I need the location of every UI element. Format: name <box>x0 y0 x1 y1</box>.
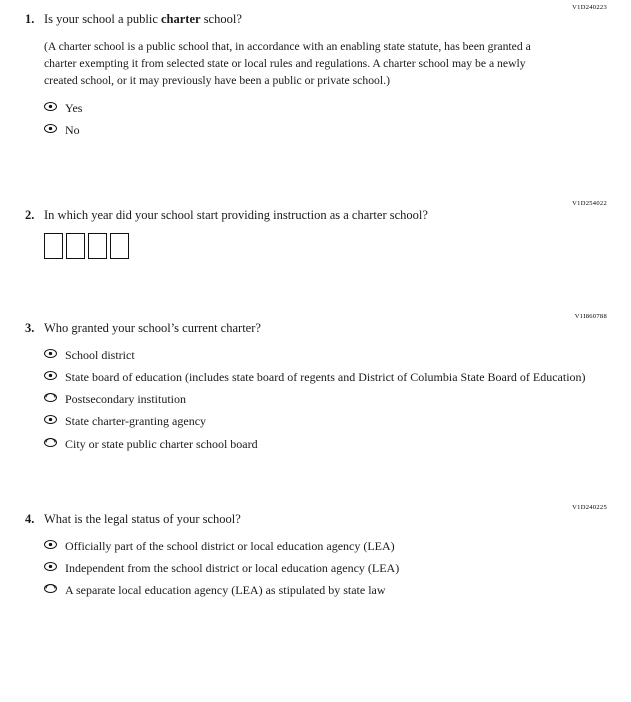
open-bubble-icon[interactable] <box>44 124 57 133</box>
question-4-options <box>44 538 609 599</box>
option-yes-label: Yes <box>65 100 83 115</box>
open-bubble-icon[interactable] <box>44 371 57 380</box>
option-city-or-state-public-charter-school-board[interactable] <box>44 436 609 452</box>
question-text-1-emphasis: charter <box>161 12 201 26</box>
closed-bubble-icon[interactable] <box>44 584 57 593</box>
question-row-2 <box>22 207 609 224</box>
question-text-4: What is the legal status of your school? <box>44 511 241 526</box>
question-number-1: 1. <box>25 12 35 26</box>
open-bubble-icon[interactable] <box>44 562 57 571</box>
year-digit-box-2[interactable] <box>66 233 85 259</box>
question-block-2 <box>22 200 609 259</box>
question-text-1-part-a: Is your school a public <box>44 12 161 26</box>
option-officially-part-of-district-label: Officially part of the school district or local education agency (LEA) <box>65 538 395 553</box>
option-state-charter-granting-agency-label: State charter-granting agency <box>65 414 207 429</box>
question-number-4: 4. <box>25 511 35 526</box>
question-text-2: In which year did your school start providing instruction as a charter school? <box>44 208 428 223</box>
option-no[interactable] <box>44 122 609 138</box>
variable-id-3: V1I860788 <box>574 313 607 321</box>
question-number-2: 2. <box>25 208 35 223</box>
year-entry-field[interactable] <box>44 233 609 259</box>
year-digit-box-3[interactable] <box>88 233 107 259</box>
question-row-3 <box>22 320 609 337</box>
question-1-definition: (A charter school is a public school that, in accordance with an enabling state statute, has been granted a charter exempting it from selected state or local rules and regulations. A charter school may be a newly created school, or it may previously have been a public or private school.) <box>44 39 531 87</box>
question-block-1 <box>22 4 609 138</box>
option-independent-from-district-label: Independent from the school district or local education agency (LEA) <box>65 560 400 575</box>
question-number-3: 3. <box>25 321 35 336</box>
question-1-options <box>44 100 609 138</box>
option-state-board-of-education-label: State board of education (includes state board of regents and District of Columbia State Board of Education) <box>65 370 586 385</box>
variable-id-2: V1D254022 <box>572 200 607 208</box>
question-row-1 <box>22 11 609 28</box>
closed-bubble-icon[interactable] <box>44 438 57 447</box>
option-state-board-of-education[interactable] <box>44 369 609 385</box>
variable-id-4: V1D240225 <box>572 503 607 511</box>
option-separate-lea[interactable] <box>44 582 609 598</box>
closed-bubble-icon[interactable] <box>44 393 57 402</box>
year-digit-box-1[interactable] <box>44 233 63 259</box>
option-school-district[interactable] <box>44 347 609 363</box>
option-postsecondary-institution[interactable] <box>44 391 609 407</box>
option-officially-part-of-district[interactable] <box>44 538 609 554</box>
option-city-or-state-public-charter-school-board-label: City or state public charter school board <box>65 436 258 451</box>
option-no-label: No <box>65 122 80 137</box>
question-text-1-part-b: school? <box>200 12 242 26</box>
question-block-4 <box>22 504 609 598</box>
question-text-1 <box>44 11 609 28</box>
question-text-3: Who granted your school’s current charter? <box>44 321 261 336</box>
option-postsecondary-institution-label: Postsecondary institution <box>65 392 186 407</box>
option-state-charter-granting-agency[interactable] <box>44 413 609 429</box>
open-bubble-icon[interactable] <box>44 349 57 358</box>
open-bubble-icon[interactable] <box>44 102 57 111</box>
option-independent-from-district[interactable] <box>44 560 609 576</box>
question-3-options <box>44 347 609 452</box>
variable-id-1: V1D240223 <box>572 4 607 11</box>
year-digit-box-4[interactable] <box>110 233 129 259</box>
question-row-4 <box>22 511 609 528</box>
option-separate-lea-label: A separate local education agency (LEA) as stipulated by state law <box>65 583 386 598</box>
option-yes[interactable] <box>44 100 609 116</box>
open-bubble-icon[interactable] <box>44 540 57 549</box>
question-block-3 <box>22 313 609 452</box>
open-bubble-icon[interactable] <box>44 415 57 424</box>
option-school-district-label: School district <box>65 347 135 362</box>
